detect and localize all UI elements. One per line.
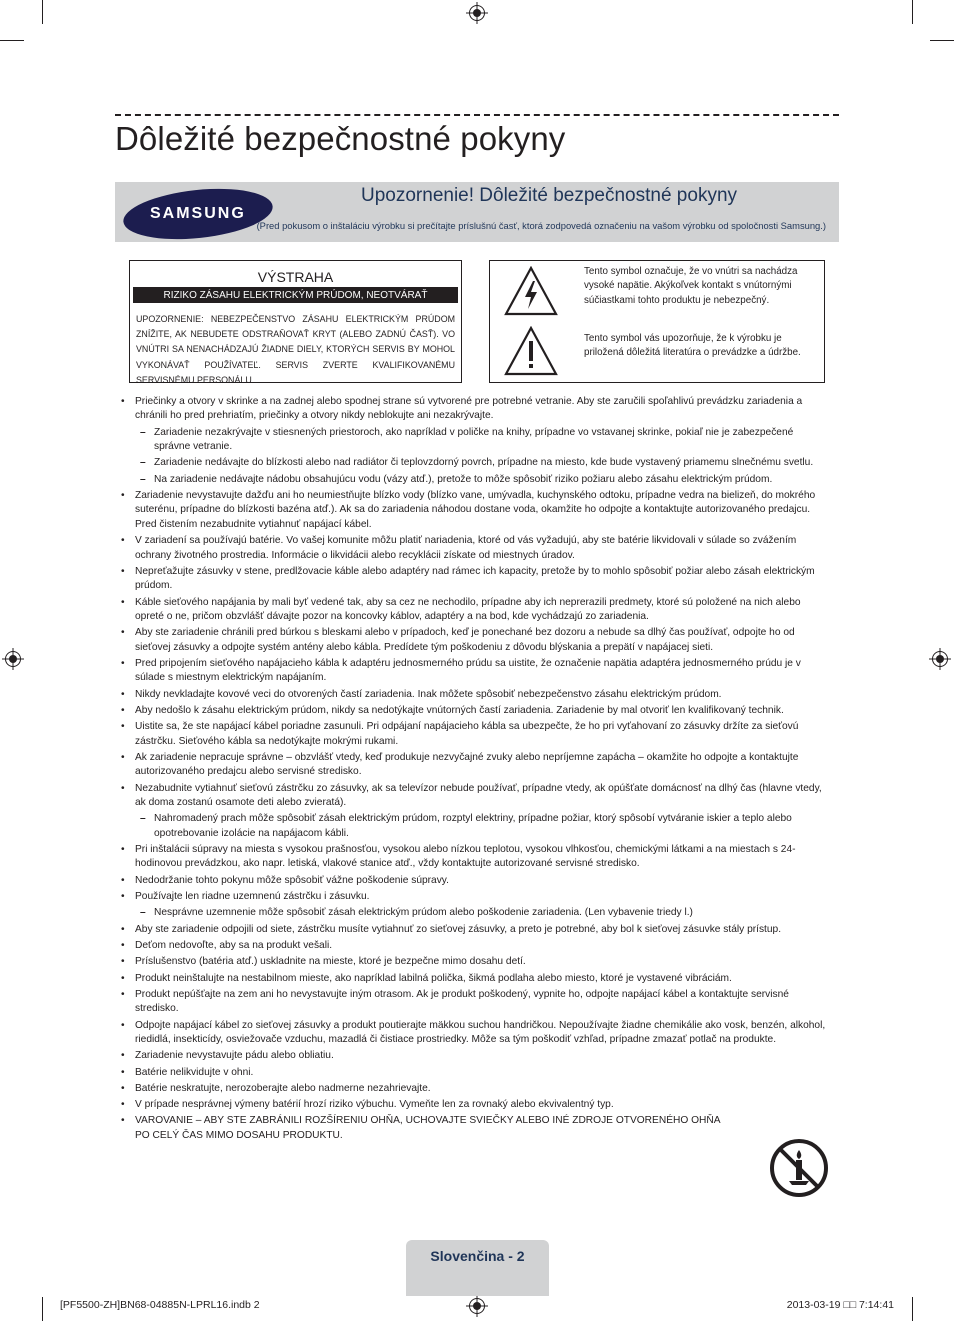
list-item: • Batérie nelikvidujte v ohni.: [121, 1066, 829, 1080]
list-item: • Príslušenstvo (batéria atď.) uskladnite na mieste, ktoré je bezpečne mimo dosahu detí.: [121, 955, 829, 969]
list-subitem: – Nahromadený prach môže spôsobiť zásah elektrickým prúdom, rozptyl elektriny, prípadne požiar, ktorý spôsobí vytváranie iskier a teplo alebo opotrebovanie izolácie na napájacom kábli.: [121, 812, 829, 841]
list-item: • Pred pripojením sieťového napájacieho kábla k adaptéru jednosmerného prúdu sa uistite, že označenie napätia adaptéra jednosmerného prúdu je v súlade s miestnym elektrickým napájaním.: [121, 657, 829, 686]
list-item: • Aby ste zariadenie chránili pred búrkou s bleskami alebo v prípadoch, keď je ponechané bez dozoru a nebude sa dlhý čas používať, odpojte ho od sieťovej zásuvky a odpojte systém antény alebo kábla. Predídete tým poškodeniu z dôvodu blýskania a prepätí v napájacej sieti.: [121, 626, 829, 655]
safety-banner: [115, 182, 839, 242]
list-item: • Deťom nedovoľte, aby sa na produkt vešali.: [121, 939, 829, 953]
list-subitem: – Na zariadenie nedávajte nádobu obsahujúcu vodu (vázy atď.), pretože to môže spôsobiť riziko požiaru alebo zásahu elektrickým prúdom.: [121, 473, 829, 487]
crop-mark: [912, 1297, 913, 1321]
warning-bar: RIZIKO ZÁSAHU ELEKTRICKÝM PRÚDOM, NEOTVÁRAŤ: [133, 287, 458, 303]
list-item: • Nepreťažujte zásuvky v stene, predlžovacie káble alebo adaptéry nad rámec ich kapacity, pretože by to mohlo spôsobiť požiar alebo zásah elektrickým prúdom.: [121, 565, 829, 594]
list-item: • V zariadení sa používajú batérie. Vo vašej komunite môžu platiť nariadenia, ktoré od vás vyžadujú, aby ste batérie likvidovali v súlade so zvážením ochrany životného prostredia. Informácie o likvidácii alebo recyklácii získate od miestnych úradov.: [121, 534, 829, 563]
crop-mark: [0, 40, 24, 41]
voltage-symbol-text: Tento symbol označuje, že vo vnútri sa nachádza vysoké napätie. Akýkoľvek kontakt s vnútornými súčiastkami tohto produktu je nebezpečný.: [584, 266, 798, 306]
warning-label-box: [129, 260, 462, 383]
crop-mark: [42, 0, 43, 24]
registration-mark-icon: [932, 651, 948, 667]
list-item: • Pri inštalácii súpravy na miesta s vysokou prašnosťou, vysokou alebo nízkou teplotou, vysokou vlhkosťou, chemickými látkami a na miestach s 24-hodinovou prevádzkou, ako napr. letiská, vlakové stanice atď., vždy kontaktujte autorizované servisné stredisko.: [121, 843, 829, 872]
symbols-box: [489, 260, 825, 383]
list-item: • Káble sieťového napájania by mali byť vedené tak, aby sa cez ne nechodilo, prípadne aby ich neprerazili predmety, ktoré sú položené na nich alebo opreté o ne, pričom obzvlášť dávajte pozor na koncovky káblov, adaptéry a na bod, kde vychádzajú zo zariadenia.: [121, 596, 829, 625]
registration-mark-icon: [469, 5, 485, 21]
list-item: • Používajte len riadne uzemnenú zástrčku i zásuvku.: [121, 890, 829, 904]
crop-mark: [930, 40, 954, 41]
list-subitem: – Zariadenie nedávajte do blízkosti alebo nad radiátor či teplovzdorný povrch, prípadne na miesto, kde bude vystavený priamemu slnečnému svetlu.: [121, 456, 829, 470]
banner-subtitle: (Pred pokusom o inštaláciu výrobku si prečítajte príslušnú časť, ktorá zodpovedá označeniu na vašom výrobku od spoločnosti Samsung.): [256, 220, 826, 231]
title-divider: [115, 114, 839, 116]
exclamation-warning-icon: [504, 326, 558, 376]
list-item: • Zariadenie nevystavujte pádu alebo obliatiu.: [121, 1049, 829, 1063]
list-item: • Batérie neskratujte, nerozoberajte alebo nadmerne nezahrievajte.: [121, 1082, 829, 1096]
list-subitem: – Zariadenie nezakrývajte v stiesnených priestoroch, ako napríklad v poličke na knihy, prípadne vo vstavanej skrinke, pokiaľ nie je zabezpečené správne vetranie.: [121, 426, 829, 455]
crop-mark: [42, 1297, 43, 1321]
list-item: • Odpojte napájací kábel zo sieťovej zásuvky a produkt poutierajte mäkkou suchou handričkou. Nepoužívajte žiadne chemikálie ako vosk, benzén, alkohol, riedidlá, insekticídy, osviežovače vzduchu, mazadlá či čistiace prostriedky. Môže sa tým poškodiť vzhľad, prípadne zmazať potlač na produkte.: [121, 1019, 829, 1048]
lightning-warning-icon: [504, 266, 558, 316]
list-item: • V prípade nesprávnej výmeny batérií hrozí riziko výbuchu. Vymeňte len za rovnaký alebo ekvivalentný typ.: [121, 1098, 829, 1112]
list-item: • Aby ste zariadenie odpojili od siete, zástrčku musíte vytiahnuť zo sieťovej zásuvky, a preto je potrebné, aby bol k sieťovej zásuvke stály prístup.: [121, 923, 829, 937]
list-item: • Nezabudnite vytiahnuť sieťovú zástrčku zo zásuvky, ak sa televízor nebude používať, prípadne vtedy, ak opúšťate domácnosť na dlhý čas (hlavne vtedy, ak doma zostanú osamote deti alebo zvieratá).: [121, 782, 829, 811]
list-item: • Produkt neinštalujte na nestabilnom mieste, ako napríklad labilná polička, šikmá podlaha alebo miesto, ktoré je vystavené vibráciám.: [121, 972, 829, 986]
attention-symbol-text: Tento symbol vás upozorňuje, že k výrobku je priložená dôležitá literatúra o prevádzke a údržbe.: [584, 333, 801, 359]
list-item: • Produkt nepúšťajte na zem ani ho nevystavujte iným otrasom. Ak je produkt poškodený, vypnite ho, odpojte napájací kábel a kontaktujte servisné stredisko.: [121, 988, 829, 1017]
page-title: Dôležité bezpečnostné pokyny: [115, 120, 566, 157]
banner-title: Upozornenie! Dôležité bezpečnostné pokyny: [361, 185, 738, 206]
warning-title: VÝSTRAHA: [257, 269, 334, 285]
registration-mark-icon: [5, 651, 21, 667]
list-subitem: – Nesprávne uzemnenie môže spôsobiť zásah elektrickým prúdom alebo poškodenie zariadenia. (Len vybavenie triedy l.): [121, 906, 829, 920]
list-item: • Nedodržanie tohto pokynu môže spôsobiť vážne poškodenie súpravy.: [121, 874, 829, 888]
list-item: • Uistite sa, že ste napájací kábel poriadne zasunuli. Pri odpájaní napájacieho kábla sa ubezpečte, že ho pri vyťahovaní zo zásuvky držíte za sieťovú zástrčku. Sieťového kábla sa nedotýkajte mokrými rukami.: [121, 720, 829, 749]
list-item: • Zariadenie nevystavujte dažďu ani ho neumiestňujte blízko vody (blízko vane, umývadla, kuchynského odtoku, prípadne vedra na bielizeň, do mokrého suterénu, prípadne do blízkosti bazéna atď.). Ak sa do zariadenia náhodou dostane voda, okamžite ho odpojte a kontaktujte autorizovaného predajcu. Pred čistením nezabudnite vytiahnuť napájací kábel.: [121, 489, 829, 532]
list-item: • Aby nedošlo k zásahu elektrickým prúdom, nikdy sa nedotýkajte vnútorných častí zariadenia. Zariadenie by mal otvoriť len kvalifikovaný technik.: [121, 704, 829, 718]
list-item: • Priečinky a otvory v skrinke a na zadnej alebo spodnej strane sú vytvorené pre potrebné vetranie. Aby ste zaručili spoľahlivú prevádzku zariadenia a chránili ho pred prehriatím, priečinky a otvory nikdy neblokujte ani nezakrývajte.: [121, 395, 829, 424]
list-item: • Nikdy nevkladajte kovové veci do otvorených častí zariadenia. Inak môžete spôsobiť nebezpečenstvo zásahu elektrickým prúdom.: [121, 688, 829, 702]
crop-mark: [912, 0, 913, 24]
footer-file: [PF5500-ZH]BN68-04885N-LPRL16.indb 2: [60, 1299, 260, 1311]
safety-instructions-list: [121, 395, 829, 1145]
page-number-tab: [406, 1240, 549, 1296]
warning-text: UPOZORNENIE: NEBEZPEČENSTVO ZÁSAHU ELEKTRICKÝM PRÚDOM ZNÍŽITE, AK NEBUDETE ODSTRAŇOVAŤ KRYT (ALEBO ZADNÚ ČASŤ). VO VNÚTRI SA NENACHÁDZAJÚ ŽIADNE DIELY, KTORÝCH SERVIS BY MOHOL VYKONÁVAŤ POUŽÍVATEĽ. SERVIS ZVERTE KVALIFIKOVANÉMU SERVISNÉMU PERSONÁLU.: [136, 314, 455, 385]
list-item: • Ak zariadenie nepracuje správne – obzvlášť vtedy, keď produkuje nezvyčajné zvuky alebo nepríjemne zapácha – okamžite ho odpojte a kontaktujte autorizovaného predajcu alebo servisné stredisko.: [121, 751, 829, 780]
no-candle-icon: [769, 1138, 829, 1198]
registration-mark-icon: [469, 1298, 485, 1314]
footer-datetime: 2013-03-19 □□ 7:14:41: [786, 1299, 894, 1311]
list-item: • VAROVANIE – ABY STE ZABRÁNILI ROZŠÍRENIU OHŇA, UCHOVAJTE SVIEČKY ALEBO INÉ ZDROJE OTVORENÉHO OHŇA PO CELÝ ČAS MIMO DOSAHU PRODUKTU.: [121, 1114, 735, 1143]
samsung-logo: SAMSUNG: [121, 182, 275, 245]
page-number: Slovenčina - 2: [430, 1248, 525, 1264]
